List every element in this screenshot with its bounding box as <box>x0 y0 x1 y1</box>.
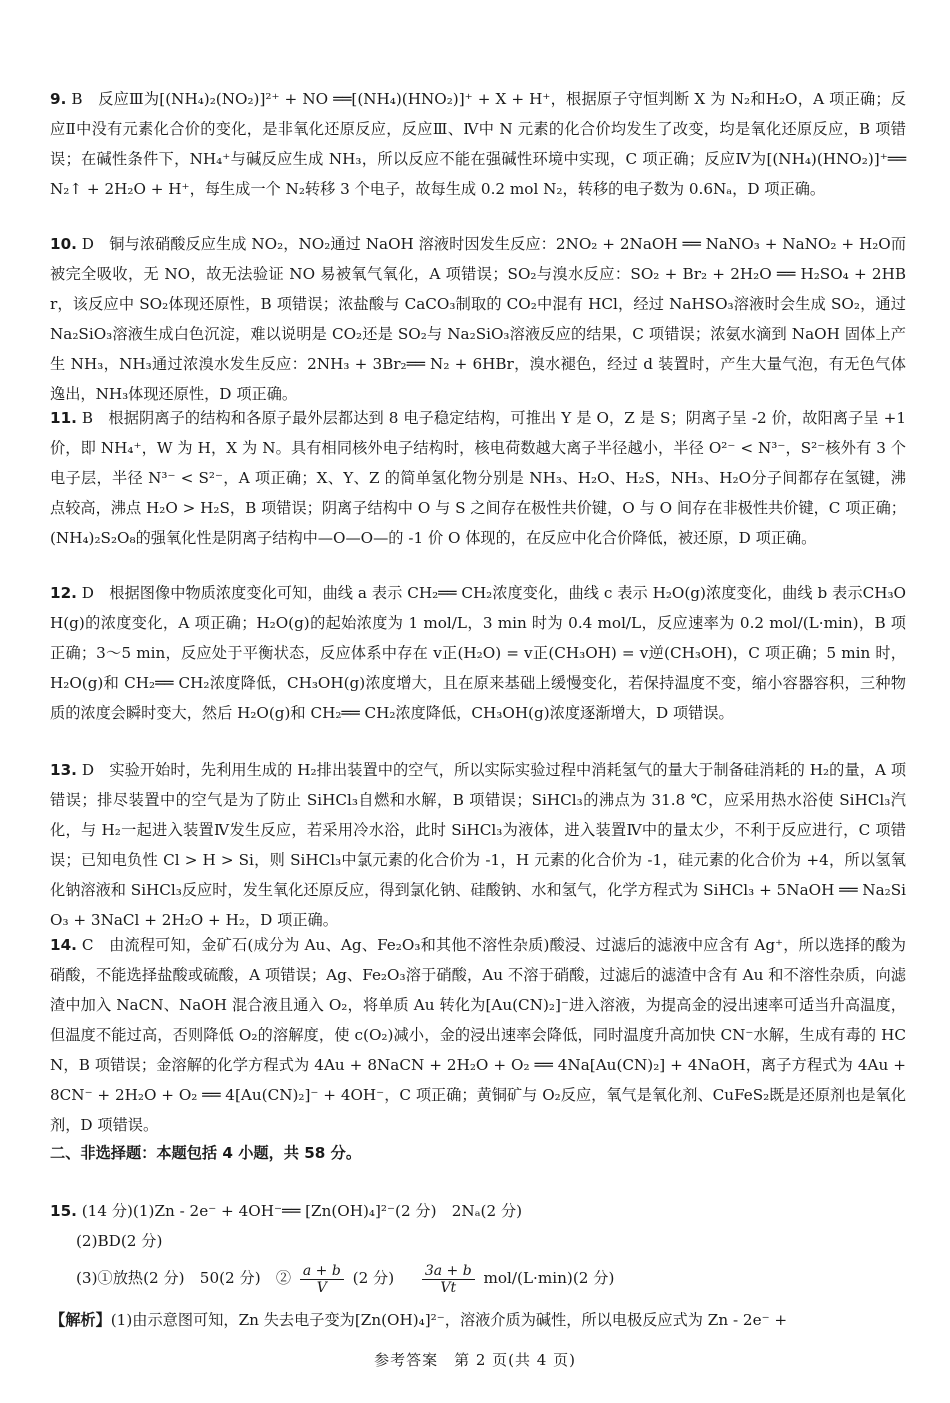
answer-item-14 <box>50 930 906 1140</box>
item-text: D 根据图像中物质浓度变化可知，曲线 a 表示 CH₂══ CH₂浓度变化，曲线 c 表示 H₂O(g)浓度变化，曲线 b 表示CH₃OH(g)的浓度变化，A 项正确；H₂O(g)的起始浓度为 1 mol/L，3 min 时为 0.4 mol/L，反应速率为 0.2 mol/(L·min)，B 项正确；3～5 min，反应处于平衡状态，反应体系中存在 v正(H₂O) = v正(CH₃OH) = v逆(CH₃OH)，C 项正确；5 min 时，H₂O(g)和 CH₂══ CH₂浓度降低，CH₃OH(g)浓度增大，且在原来基础上缓慢变化，若保持温度不变，缩小容器容积，三种物质的浓度会瞬时变大，然后 H₂O(g)和 CH₂══ CH₂浓度降低，CH₃OH(g)浓度逐渐增大，D 项错误。 <box>50 584 907 722</box>
answer-item-15-line3 <box>50 1258 906 1298</box>
item-text: (3)①放热(2 分) 50(2 分) ② <box>76 1269 292 1287</box>
section-heading: 二、非选择题：本题包括 4 小题，共 58 分。 <box>50 1144 362 1162</box>
item-text: D 实验开始时，先利用生成的 H₂排出装置中的空气，所以实际实验过程中消耗氢气的量大于制备硅消耗的 H₂的量，A 项错误；排尽装置中的空气是为了防止 SiHCl₃自燃和水解，B 项错误；SiHCl₃的沸点为 31.8 ℃，应采用热水浴使 SiHCl₃汽化，与 H₂一起进入装置Ⅳ发生反应，若采用冷水浴，此时 SiHCl₃为液体，进入装置Ⅳ中的量太少，不利于反应进行，C 项错误；已知电负性 Cl > H > Si，则 SiHCl₃中氯元素的化合价为 -1，H 元素的化合价为 -1，硅元素的化合价为 +4，所以氢氧化钠溶液和 SiHCl₃反应时，发生氧化还原反应，得到氯化钠、硅酸钠、水和氢气，化学方程式为 SiHCl₃ + 5NaOH ══ Na₂SiO₃ + 3NaCl + 2H₂O + H₂，D 项正确。 <box>50 761 907 929</box>
fraction-numerator: 3a + b <box>422 1263 475 1280</box>
item-number: 12. <box>50 584 77 602</box>
item-text: B 根据阴离子的结构和各原子最外层都达到 8 电子稳定结构，可推出 Y 是 O，Z 是 S；阴离子呈 -2 价，故阳离子呈 +1 价，即 NH₄⁺，W 为 H，X 为 N。具有相同核外电子结构时，核电荷数越大离子半径越小，半径 O²⁻ < N³⁻，S²⁻核外有 3 个电子层，半径 N³⁻ < S²⁻，A 项正确；X、Y、Z 的简单氢化物分别是 NH₃、H₂O、H₂S，NH₃、H₂O分子间都存在氢键，沸点较高，沸点 H₂O > H₂S，B 项错误；阴离子结构中 O 与 S 之间存在极性共价键，O 与 O 间存在非极性共价键，C 项正确；(NH₄)₂S₂O₈的强氧化性是阴离子结构中—O—O—的 -1 价 O 体现的，在反应中化合价降低，被还原，D 项正确。 <box>50 409 907 547</box>
page-footer: 参考答案 第 2 页(共 4 页) <box>374 1351 576 1369</box>
item-text: mol/(L·min)(2 分) <box>483 1269 615 1287</box>
answer-item-9 <box>50 84 906 204</box>
fraction-numerator: a + b <box>300 1263 344 1280</box>
item-number: 13. <box>50 761 77 779</box>
analysis-text: (1)由示意图可知，Zn 失去电子变为[Zn(OH)₄]²⁻，溶液介质为碱性，所以电极反应式为 Zn - 2e⁻ + <box>110 1311 788 1329</box>
fraction-3a-plus-b-over-vt <box>422 1263 475 1296</box>
item-text: (14 分)(1)Zn - 2e⁻ + 4OH⁻══ [Zn(OH)₄]²⁻(2 分) 2Nₐ(2 分) <box>81 1202 523 1220</box>
analysis-label: 【解析】 <box>50 1311 111 1329</box>
answer-item-13 <box>50 755 906 935</box>
fraction-a-plus-b-over-v <box>300 1263 344 1296</box>
item-number: 14. <box>50 936 77 954</box>
item-text: C 由流程可知，金矿石(成分为 Au、Ag、Fe₂O₃和其他不溶性杂质)酸浸、过滤后的滤液中应含有 Ag⁺，所以选择的酸为硝酸，不能选择盐酸或硫酸，A 项错误；Ag、Fe₂O₃溶于硝酸，Au 不溶于硝酸，过滤后的滤渣中含有 Au 和不溶性杂质，向滤渣中加入 NaCN、NaOH 混合液且通入 O₂，将单质 Au 转化为[Au(CN)₂]⁻进入溶液，为提高金的浸出速率可适当升高温度，但温度不能过高，否则降低 O₂的溶解度，使 c(O₂)减小，金的浸出速率会降低，同时温度升高加快 CN⁻水解，生成有毒的 HCN，B 项错误；金溶解的化学方程式为 4Au + 8NaCN + 2H₂O + O₂ ══ 4Na[Au(CN)₂] + 4NaOH，离子方程式为 4Au + 8CN⁻ + 2H₂O + O₂ ══ 4[Au(CN)₂]⁻ + 4OH⁻，C 项正确；黄铜矿与 O₂反应，氧气是氧化剂、CuFeS₂既是还原剂也是氧化剂，D 项错误。 <box>50 936 906 1134</box>
item-number: 11. <box>50 409 77 427</box>
answer-item-12 <box>50 578 906 728</box>
item-number: 9. <box>50 90 67 108</box>
fraction-denominator: V <box>316 1279 327 1296</box>
item-text: B 反应Ⅲ为[(NH₄)₂(NO₂)]²⁺ + NO ══[(NH₄)(HNO₂)]⁺ + X + H⁺，根据原子守恒判断 X 为 N₂和H₂O，A 项正确；反应Ⅱ中没有元素化合价的变化，是非氧化还原反应，反应Ⅲ、Ⅳ中 N 元素的化合价均发生了改变，均是氧化还原反应，B 项错误；在碱性条件下，NH₄⁺与碱反应生成 NH₃，所以反应不能在强碱性环境中实现，C 项正确；反应Ⅳ为[(NH₄)(HNO₂)]⁺══ N₂↑ + 2H₂O + H⁺，每生成一个 N₂转移 3 个电子，故每生成 0.2 mol N₂，转移的电子数为 0.6Nₐ，D 项正确。 <box>50 90 907 198</box>
fraction-denominator: Vt <box>440 1279 457 1296</box>
answer-item-15-line2: (2)BD(2 分) <box>76 1232 163 1250</box>
answer-item-15-line1 <box>50 1196 906 1226</box>
item-text: D 铜与浓硝酸反应生成 NO₂，NO₂通过 NaOH 溶液时因发生反应：2NO₂ + 2NaOH ══ NaNO₃ + NaNO₂ + H₂O而被完全吸收，无 NO，故无法验证 NO 易被氧气氧化，A 项错误；SO₂与溴水反应：SO₂ + Br₂ + 2H₂O ══ H₂SO₄ + 2HBr，该反应中 SO₂体现还原性，B 项错误；浓盐酸与 CaCO₃制取的 CO₂中混有 HCl，经过 NaHSO₃溶液时会生成 SO₂，通过 Na₂SiO₃溶液生成白色沉淀，难以说明是 CO₂还是 SO₂与 Na₂SiO₃溶液反应的结果，C 项错误；浓氨水滴到 NaOH 固体上产生 NH₃，NH₃通过浓溴水发生反应：2NH₃ + 3Br₂══ N₂ + 6HBr，溴水褪色，经过 d 装置时，产生大量气泡，有无色气体逸出，NH₃体现还原性，D 项正确。 <box>50 235 907 403</box>
item-text: (2 分) <box>352 1269 395 1287</box>
answer-item-10 <box>50 229 906 409</box>
answer-item-15-analysis <box>50 1305 906 1335</box>
item-number: 15. <box>50 1202 77 1220</box>
answer-item-11 <box>50 403 906 553</box>
item-number: 10. <box>50 235 77 253</box>
